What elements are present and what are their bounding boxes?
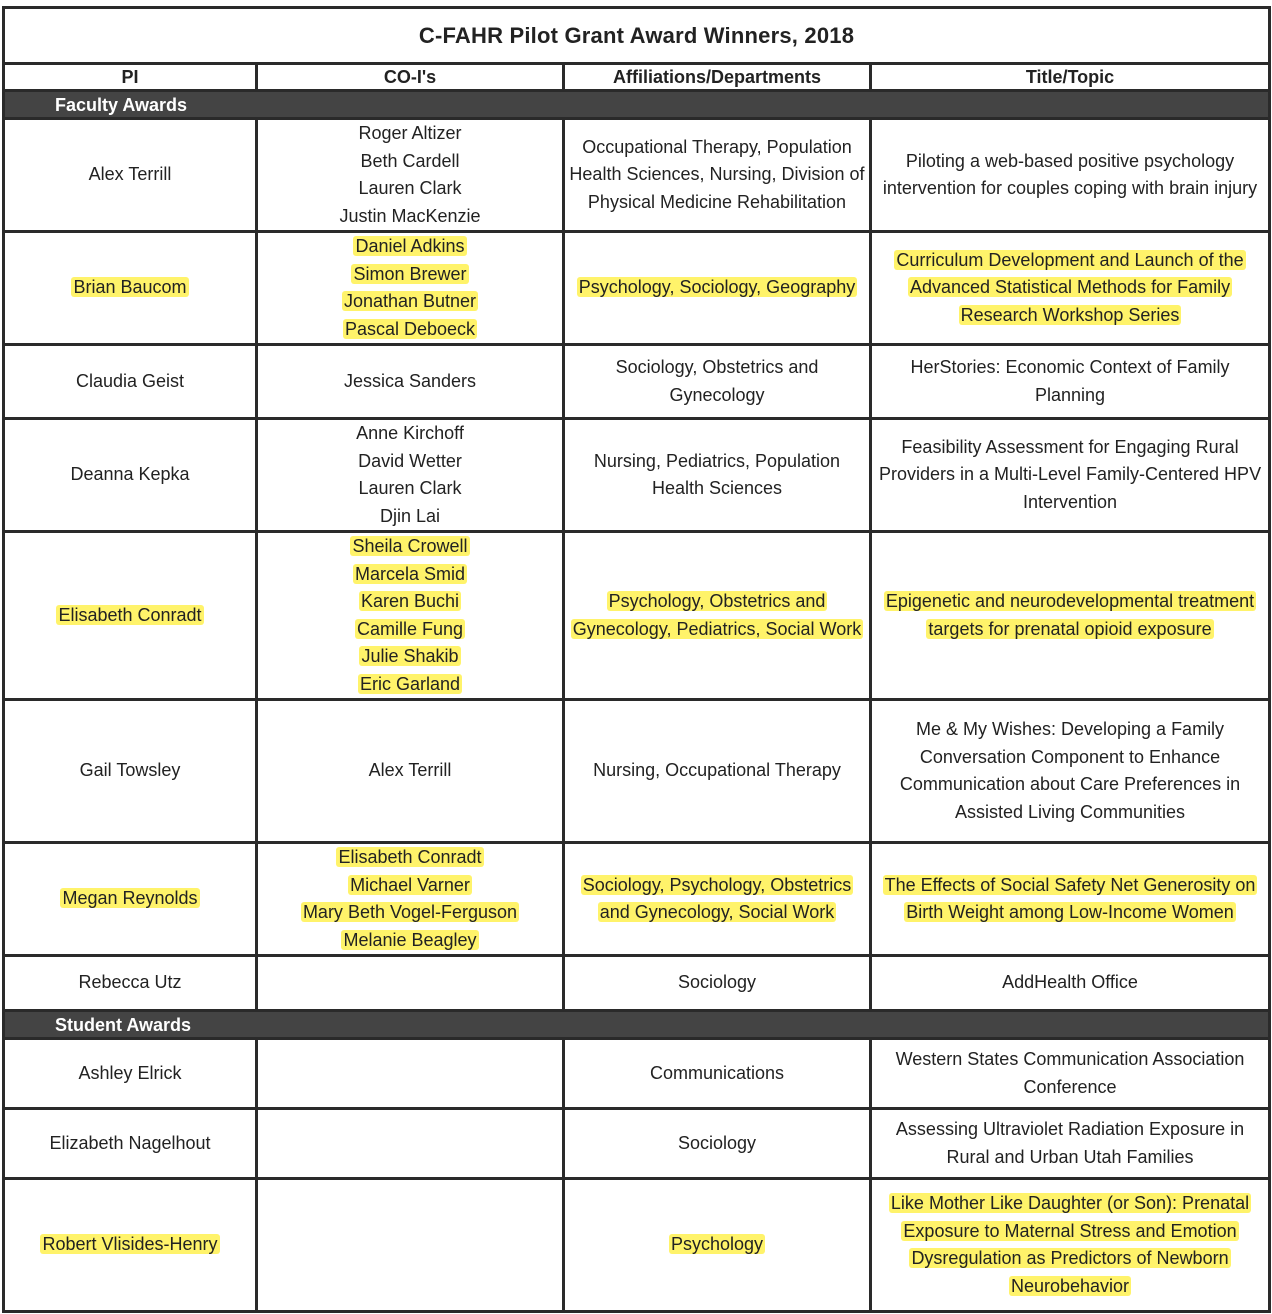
topic-cell: The Effects of Social Safety Net Generosity on Birth Weight among Low-Income Women — [871, 843, 1270, 956]
table-row — [4, 119, 1270, 232]
pi-cell: Elisabeth Conradt — [4, 532, 257, 700]
coi-name: Michael Varner — [350, 874, 470, 895]
coi-cell — [257, 532, 564, 700]
coi-name: David Wetter — [358, 450, 462, 471]
pi-cell: Gail Towsley — [4, 700, 257, 843]
topic-cell: Piloting a web-based positive psychology intervention for couples coping with brain injury — [871, 119, 1270, 232]
table-row — [4, 1039, 1270, 1109]
coi-name: Eric Garland — [359, 673, 461, 694]
coi-name: Lauren Clark — [358, 478, 462, 498]
table-row — [4, 700, 1270, 843]
coi-cell — [257, 700, 564, 843]
topic-cell: Western States Communication Association Conference — [871, 1039, 1270, 1109]
coi-cell — [257, 1179, 564, 1312]
pi-cell: Elizabeth Nagelhout — [4, 1109, 257, 1179]
affiliation-cell: Communications — [564, 1039, 871, 1109]
affiliation-cell: Psychology — [564, 1179, 871, 1312]
topic-cell: Curriculum Development and Launch of the Advanced Statistical Methods for Family Research Workshop Series — [871, 232, 1270, 345]
coi-cell — [257, 119, 564, 232]
table-body — [4, 91, 1270, 1312]
column-header-title-topic: Title/Topic — [871, 64, 1270, 91]
affiliation-cell: Occupational Therapy, Population Health Sciences, Nursing, Division of Physical Medicine Rehabilitation — [564, 119, 871, 232]
table-row — [4, 843, 1270, 956]
coi-name: Anne Kirchoff — [356, 423, 464, 443]
pi-cell: Claudia Geist — [4, 345, 257, 419]
coi-name: Roger Altizer — [358, 123, 462, 143]
affiliation-cell: Sociology — [564, 956, 871, 1011]
column-header-cois: CO-I's — [257, 64, 564, 91]
coi-name: Jonathan Butner — [343, 291, 477, 311]
document-title: C-FAHR Pilot Grant Award Winners, 2018 — [4, 8, 1270, 64]
pi-cell: Megan Reynolds — [4, 843, 257, 956]
section-header-row — [4, 1011, 1270, 1039]
coi-name: Justin MacKenzie — [339, 205, 481, 226]
coi-name: Melanie Beagley — [343, 929, 477, 950]
table-row — [4, 1179, 1270, 1312]
affiliation-cell: Psychology, Obstetrics and Gynecology, Pediatrics, Social Work — [564, 532, 871, 700]
affiliation-cell: Nursing, Pediatrics, Population Health Sciences — [564, 419, 871, 532]
table-row — [4, 419, 1270, 532]
coi-name: Jessica Sanders — [343, 370, 477, 391]
topic-cell: Assessing Ultraviolet Radiation Exposure in Rural and Urban Utah Families — [871, 1109, 1270, 1179]
table-row — [4, 232, 1270, 345]
table-row — [4, 1109, 1270, 1179]
topic-cell: Like Mother Like Daughter (or Son): Prenatal Exposure to Maternal Stress and Emotion Dysregulation as Predictors of Newborn Neurobehavior — [871, 1179, 1270, 1312]
affiliation-cell: Sociology — [564, 1109, 871, 1179]
section-label: Student Awards — [4, 1011, 1270, 1039]
affiliation-cell: Psychology, Sociology, Geography — [564, 232, 871, 345]
table-row — [4, 956, 1270, 1011]
topic-cell: Feasibility Assessment for Engaging Rural Providers in a Multi-Level Family-Centered HPV Intervention — [871, 419, 1270, 532]
coi-cell — [257, 232, 564, 345]
coi-cell — [257, 843, 564, 956]
coi-name: Alex Terrill — [368, 760, 452, 781]
topic-cell: Me & My Wishes: Developing a Family Conversation Component to Enhance Communication about Care Preferences in Assisted Living Communities — [871, 700, 1270, 843]
affiliation-cell: Sociology, Obstetrics and Gynecology — [564, 345, 871, 419]
table-row — [4, 532, 1270, 700]
coi-cell — [257, 345, 564, 419]
coi-cell — [257, 1109, 564, 1179]
coi-name: Elisabeth Conradt — [338, 847, 482, 867]
affiliation-cell: Nursing, Occupational Therapy — [564, 700, 871, 843]
affiliation-cell: Sociology, Psychology, Obstetrics and Gynecology, Social Work — [564, 843, 871, 956]
coi-name: Marcela Smid — [354, 563, 466, 584]
coi-cell — [257, 1039, 564, 1109]
coi-name: Camille Fung — [356, 618, 464, 639]
topic-cell: Epigenetic and neurodevelopmental treatment targets for prenatal opioid exposure — [871, 532, 1270, 700]
coi-name: Karen Buchi — [360, 591, 460, 611]
pi-cell: Alex Terrill — [4, 119, 257, 232]
topic-cell: HerStories: Economic Context of Family Planning — [871, 345, 1270, 419]
coi-name: Sheila Crowell — [352, 536, 468, 556]
coi-name: Simon Brewer — [353, 263, 467, 284]
award-table — [2, 6, 1271, 1313]
column-header-pi: PI — [4, 64, 257, 91]
pi-cell: Robert Vlisides-Henry — [4, 1179, 257, 1312]
column-header-affiliations: Affiliations/Departments — [564, 64, 871, 91]
coi-name: Mary Beth Vogel-Ferguson — [302, 902, 518, 922]
coi-name: Djin Lai — [379, 505, 441, 526]
topic-cell: AddHealth Office — [871, 956, 1270, 1011]
coi-name: Julie Shakib — [361, 646, 459, 666]
pi-cell: Deanna Kepka — [4, 419, 257, 532]
coi-cell — [257, 956, 564, 1011]
coi-name: Lauren Clark — [358, 178, 462, 198]
coi-name: Daniel Adkins — [355, 236, 465, 256]
pi-cell: Ashley Elrick — [4, 1039, 257, 1109]
pi-cell: Brian Baucom — [4, 232, 257, 345]
coi-name: Beth Cardell — [360, 150, 460, 171]
coi-name: Pascal Deboeck — [344, 318, 476, 339]
pi-cell: Rebecca Utz — [4, 956, 257, 1011]
section-header-row — [4, 91, 1270, 119]
table-row — [4, 345, 1270, 419]
section-label: Faculty Awards — [4, 91, 1270, 119]
coi-cell — [257, 419, 564, 532]
